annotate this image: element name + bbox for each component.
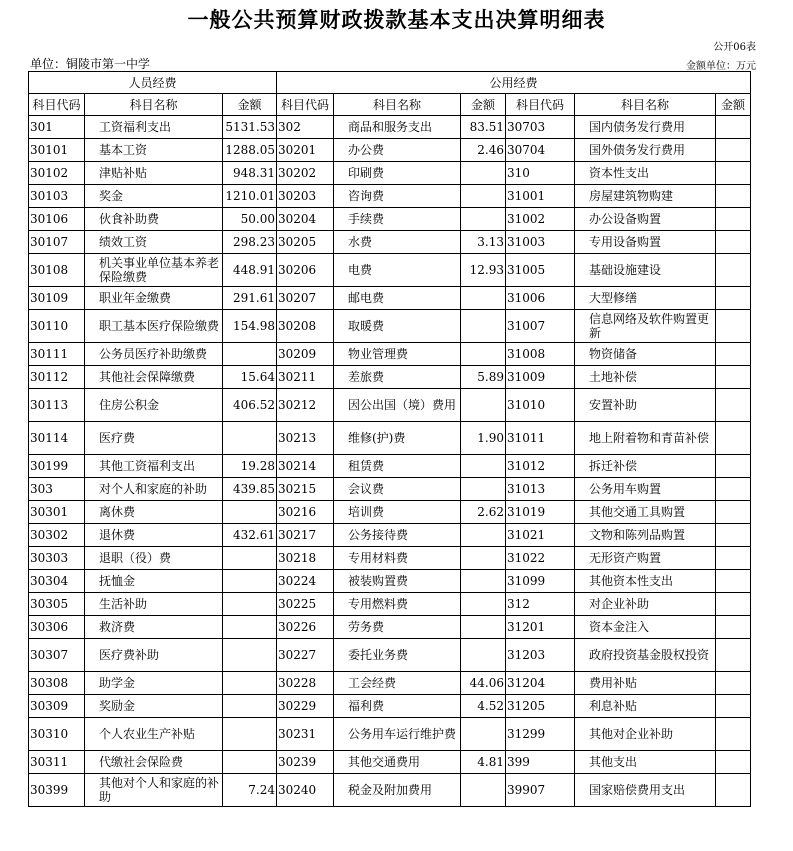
amount-cell (716, 343, 751, 366)
amount-cell (223, 570, 277, 593)
name-cell: 绩效工资 (85, 231, 223, 254)
name-cell: 国外债务发行费用 (575, 139, 716, 162)
code-cell: 30240 (277, 774, 334, 807)
name-cell: 印刷费 (334, 162, 461, 185)
code-cell: 30305 (29, 593, 85, 616)
name-cell: 租赁费 (334, 455, 461, 478)
amount-cell (716, 593, 751, 616)
code-cell: 30399 (29, 774, 85, 807)
code-cell: 30311 (29, 751, 85, 774)
amount-unit: 金额单位：万元 (686, 61, 756, 72)
code-cell: 30306 (29, 616, 85, 639)
amount-cell (223, 718, 277, 751)
name-cell: 职工基本医疗保险缴费 (85, 310, 223, 343)
name-cell: 维修(护)费 (334, 422, 461, 455)
amount-cell: 1210.01 (223, 185, 277, 208)
name-cell: 公务用车运行维护费 (334, 718, 461, 751)
group-personnel: 人员经费 (29, 72, 277, 94)
header-amount: 金额 (461, 94, 506, 116)
amount-cell (716, 639, 751, 672)
name-cell: 公务接待费 (334, 524, 461, 547)
amount-cell (716, 139, 751, 162)
name-cell: 对企业补助 (575, 593, 716, 616)
name-cell: 个人农业生产补贴 (85, 718, 223, 751)
code-cell: 31201 (506, 616, 575, 639)
amount-cell (716, 116, 751, 139)
table-row (29, 455, 751, 478)
name-cell: 生活补助 (85, 593, 223, 616)
table-row (29, 422, 751, 455)
amount-cell: 448.91 (223, 254, 277, 287)
name-cell: 救济费 (85, 616, 223, 639)
code-cell: 301 (29, 116, 85, 139)
name-cell: 奖励金 (85, 695, 223, 718)
name-cell: 其他交通工具购置 (575, 501, 716, 524)
table-row (29, 751, 751, 774)
code-cell: 30208 (277, 310, 334, 343)
name-cell: 税金及附加费用 (334, 774, 461, 807)
amount-cell: 948.31 (223, 162, 277, 185)
header-code: 科目代码 (29, 94, 85, 116)
name-cell: 利息补贴 (575, 695, 716, 718)
name-cell: 地上附着物和青苗补偿 (575, 422, 716, 455)
table-row (29, 524, 751, 547)
header-amount: 金额 (223, 94, 277, 116)
code-cell: 31008 (506, 343, 575, 366)
amount-cell (716, 231, 751, 254)
amount-cell (223, 343, 277, 366)
header-name: 科目名称 (575, 94, 716, 116)
name-cell: 房屋建筑物购建 (575, 185, 716, 208)
table-row (29, 254, 751, 287)
code-cell: 31010 (506, 389, 575, 422)
amount-cell (223, 616, 277, 639)
code-cell: 30225 (277, 593, 334, 616)
amount-cell: 291.61 (223, 287, 277, 310)
code-cell: 30114 (29, 422, 85, 455)
name-cell: 专用设备购置 (575, 231, 716, 254)
name-cell: 劳务费 (334, 616, 461, 639)
code-cell: 302 (277, 116, 334, 139)
table-row (29, 139, 751, 162)
name-cell: 福利费 (334, 695, 461, 718)
amount-cell: 3.13 (461, 231, 506, 254)
table-row (29, 639, 751, 672)
name-cell: 被装购置费 (334, 570, 461, 593)
header-code: 科目代码 (506, 94, 575, 116)
code-cell: 30113 (29, 389, 85, 422)
name-cell: 基础设施建设 (575, 254, 716, 287)
table-row (29, 310, 751, 343)
name-cell: 住房公积金 (85, 389, 223, 422)
name-cell: 公务员医疗补助缴费 (85, 343, 223, 366)
name-cell: 医疗费 (85, 422, 223, 455)
code-cell: 30101 (29, 139, 85, 162)
code-cell: 30204 (277, 208, 334, 231)
amount-cell: 432.61 (223, 524, 277, 547)
name-cell: 因公出国（境）费用 (334, 389, 461, 422)
table-row (29, 695, 751, 718)
amount-cell (223, 501, 277, 524)
table-row (29, 616, 751, 639)
table-row (29, 593, 751, 616)
code-cell: 310 (506, 162, 575, 185)
amount-cell (716, 185, 751, 208)
code-cell: 31013 (506, 478, 575, 501)
amount-cell: 4.52 (461, 695, 506, 718)
header-amount: 金额 (716, 94, 751, 116)
group-header-row (29, 72, 751, 94)
code-cell: 30231 (277, 718, 334, 751)
name-cell: 津贴补贴 (85, 162, 223, 185)
amount-cell (461, 455, 506, 478)
name-cell: 大型修缮 (575, 287, 716, 310)
name-cell: 会议费 (334, 478, 461, 501)
amount-cell: 12.93 (461, 254, 506, 287)
code-cell: 30207 (277, 287, 334, 310)
code-cell: 31299 (506, 718, 575, 751)
amount-cell (223, 593, 277, 616)
amount-cell: 15.64 (223, 366, 277, 389)
name-cell: 其他对企业补助 (575, 718, 716, 751)
name-cell: 医疗费补助 (85, 639, 223, 672)
name-cell: 基本工资 (85, 139, 223, 162)
code-cell: 399 (506, 751, 575, 774)
table-row (29, 343, 751, 366)
code-cell: 30212 (277, 389, 334, 422)
amount-cell (716, 501, 751, 524)
name-cell: 手续费 (334, 208, 461, 231)
amount-cell (716, 366, 751, 389)
amount-cell (716, 616, 751, 639)
code-cell: 30216 (277, 501, 334, 524)
amount-cell (716, 478, 751, 501)
table-row (29, 208, 751, 231)
amount-cell (716, 524, 751, 547)
amount-cell (716, 547, 751, 570)
code-cell: 30229 (277, 695, 334, 718)
code-cell: 30703 (506, 116, 575, 139)
amount-cell: 2.46 (461, 139, 506, 162)
code-cell: 30199 (29, 455, 85, 478)
amount-cell (716, 254, 751, 287)
name-cell: 办公设备购置 (575, 208, 716, 231)
code-cell: 31011 (506, 422, 575, 455)
code-cell: 312 (506, 593, 575, 616)
amount-cell (461, 616, 506, 639)
name-cell: 费用补贴 (575, 672, 716, 695)
header-name: 科目名称 (334, 94, 461, 116)
name-cell: 伙食补助费 (85, 208, 223, 231)
code-cell: 30214 (277, 455, 334, 478)
amount-cell (461, 524, 506, 547)
amount-cell: 406.52 (223, 389, 277, 422)
name-cell: 专用燃料费 (334, 593, 461, 616)
code-cell: 31006 (506, 287, 575, 310)
amount-cell (461, 287, 506, 310)
amount-cell (716, 455, 751, 478)
code-cell: 30106 (29, 208, 85, 231)
amount-cell (461, 208, 506, 231)
code-cell: 30304 (29, 570, 85, 593)
amount-cell: 439.85 (223, 478, 277, 501)
name-cell: 资本金注入 (575, 616, 716, 639)
name-cell: 信息网络及软件购置更新 (575, 310, 716, 343)
name-cell: 其他支出 (575, 751, 716, 774)
group-public: 公用经费 (277, 72, 751, 94)
amount-cell: 44.06 (461, 672, 506, 695)
code-cell: 30112 (29, 366, 85, 389)
header-code: 科目代码 (277, 94, 334, 116)
amount-cell (716, 672, 751, 695)
name-cell: 其他资本性支出 (575, 570, 716, 593)
name-cell: 资本性支出 (575, 162, 716, 185)
amount-cell (461, 639, 506, 672)
amount-cell (716, 695, 751, 718)
code-cell: 30301 (29, 501, 85, 524)
name-cell: 土地补偿 (575, 366, 716, 389)
amount-cell: 50.00 (223, 208, 277, 231)
amount-cell: 154.98 (223, 310, 277, 343)
code-cell: 30227 (277, 639, 334, 672)
code-cell: 30309 (29, 695, 85, 718)
name-cell: 离休费 (85, 501, 223, 524)
code-cell: 30206 (277, 254, 334, 287)
name-cell: 其他工资福利支出 (85, 455, 223, 478)
code-cell: 30107 (29, 231, 85, 254)
code-cell: 30224 (277, 570, 334, 593)
amount-cell (716, 162, 751, 185)
code-cell: 30226 (277, 616, 334, 639)
code-cell: 30228 (277, 672, 334, 695)
amount-cell (223, 639, 277, 672)
name-cell: 委托业务费 (334, 639, 461, 672)
code-cell: 30218 (277, 547, 334, 570)
name-cell: 差旅费 (334, 366, 461, 389)
amount-cell: 19.28 (223, 455, 277, 478)
name-cell: 文物和陈列品购置 (575, 524, 716, 547)
name-cell: 对个人和家庭的补助 (85, 478, 223, 501)
amount-cell (223, 547, 277, 570)
code-cell: 31099 (506, 570, 575, 593)
code-cell: 30215 (277, 478, 334, 501)
name-cell: 工会经费 (334, 672, 461, 695)
code-cell: 30205 (277, 231, 334, 254)
table-row (29, 366, 751, 389)
code-cell: 30110 (29, 310, 85, 343)
name-cell: 办公费 (334, 139, 461, 162)
code-cell: 31205 (506, 695, 575, 718)
amount-cell (716, 751, 751, 774)
amount-cell: 4.81 (461, 751, 506, 774)
table-row (29, 501, 751, 524)
code-cell: 30303 (29, 547, 85, 570)
code-cell: 30203 (277, 185, 334, 208)
code-cell: 30111 (29, 343, 85, 366)
amount-cell (461, 310, 506, 343)
name-cell: 培训费 (334, 501, 461, 524)
name-cell: 国内债务发行费用 (575, 116, 716, 139)
name-cell: 专用材料费 (334, 547, 461, 570)
amount-cell (716, 774, 751, 807)
name-cell: 电费 (334, 254, 461, 287)
amount-cell (223, 695, 277, 718)
amount-cell (716, 422, 751, 455)
amount-cell: 1.90 (461, 422, 506, 455)
name-cell: 取暖费 (334, 310, 461, 343)
name-cell: 安置补助 (575, 389, 716, 422)
amount-cell (223, 672, 277, 695)
name-cell: 职业年金缴费 (85, 287, 223, 310)
code-cell: 30109 (29, 287, 85, 310)
amount-cell (716, 389, 751, 422)
amount-cell (461, 389, 506, 422)
amount-cell (461, 162, 506, 185)
table-row (29, 162, 751, 185)
amount-cell (461, 185, 506, 208)
amount-cell: 298.23 (223, 231, 277, 254)
name-cell: 助学金 (85, 672, 223, 695)
code-cell: 303 (29, 478, 85, 501)
amount-cell (461, 478, 506, 501)
amount-cell (223, 751, 277, 774)
name-cell: 退休费 (85, 524, 223, 547)
amount-cell: 1288.05 (223, 139, 277, 162)
name-cell: 邮电费 (334, 287, 461, 310)
code-cell: 30302 (29, 524, 85, 547)
code-cell: 30209 (277, 343, 334, 366)
amount-cell: 2.62 (461, 501, 506, 524)
table-row (29, 231, 751, 254)
code-cell: 30103 (29, 185, 85, 208)
code-cell: 31007 (506, 310, 575, 343)
amount-cell (223, 422, 277, 455)
amount-cell (716, 287, 751, 310)
name-cell: 其他交通费用 (334, 751, 461, 774)
code-cell: 30211 (277, 366, 334, 389)
name-cell: 物资储备 (575, 343, 716, 366)
amount-cell (716, 310, 751, 343)
table-row (29, 389, 751, 422)
name-cell: 抚恤金 (85, 570, 223, 593)
amount-cell (461, 343, 506, 366)
header-name: 科目名称 (85, 94, 223, 116)
amount-cell (461, 570, 506, 593)
code-cell: 30102 (29, 162, 85, 185)
amount-cell: 5131.53 (223, 116, 277, 139)
name-cell: 拆迁补偿 (575, 455, 716, 478)
name-cell: 国家赔偿费用支出 (575, 774, 716, 807)
amount-cell: 7.24 (223, 774, 277, 807)
name-cell: 商品和服务支出 (334, 116, 461, 139)
code-cell: 31021 (506, 524, 575, 547)
table-row (29, 547, 751, 570)
name-cell: 其他对个人和家庭的补助 (85, 774, 223, 807)
name-cell: 无形资产购置 (575, 547, 716, 570)
code-cell: 30213 (277, 422, 334, 455)
code-cell: 31022 (506, 547, 575, 570)
table-row (29, 185, 751, 208)
code-cell: 30201 (277, 139, 334, 162)
amount-cell (716, 570, 751, 593)
page-title: 一般公共预算财政拨款基本支出决算明细表 (187, 8, 606, 32)
amount-cell (461, 774, 506, 807)
code-cell: 30108 (29, 254, 85, 287)
code-cell: 31009 (506, 366, 575, 389)
amount-cell: 5.89 (461, 366, 506, 389)
table-row (29, 774, 751, 807)
name-cell: 咨询费 (334, 185, 461, 208)
table-row (29, 570, 751, 593)
table-row (29, 718, 751, 751)
amount-cell (716, 208, 751, 231)
amount-cell (716, 718, 751, 751)
amount-cell (461, 718, 506, 751)
code-cell: 31002 (506, 208, 575, 231)
name-cell: 机关事业单位基本养老保险缴费 (85, 254, 223, 287)
amount-cell: 83.51 (461, 116, 506, 139)
name-cell: 公务用车购置 (575, 478, 716, 501)
code-cell: 31012 (506, 455, 575, 478)
table-row (29, 672, 751, 695)
code-cell: 30202 (277, 162, 334, 185)
code-cell: 30217 (277, 524, 334, 547)
table-row (29, 287, 751, 310)
code-cell: 31005 (506, 254, 575, 287)
name-cell: 代缴社会保险费 (85, 751, 223, 774)
code-cell: 31204 (506, 672, 575, 695)
code-cell: 31019 (506, 501, 575, 524)
name-cell: 工资福利支出 (85, 116, 223, 139)
code-cell: 39907 (506, 774, 575, 807)
code-cell: 31203 (506, 639, 575, 672)
name-cell: 水费 (334, 231, 461, 254)
expenditure-table (28, 71, 751, 807)
code-cell: 30307 (29, 639, 85, 672)
table-row (29, 478, 751, 501)
code-cell: 30310 (29, 718, 85, 751)
name-cell: 退职（役）费 (85, 547, 223, 570)
reporting-unit: 单位：铜陵市第一中学 (30, 57, 151, 71)
form-code: 公开06表 (713, 42, 756, 53)
code-cell: 30308 (29, 672, 85, 695)
code-cell: 30704 (506, 139, 575, 162)
name-cell: 政府投资基金股权投资 (575, 639, 716, 672)
name-cell: 物业管理费 (334, 343, 461, 366)
amount-cell (461, 547, 506, 570)
name-cell: 其他社会保障缴费 (85, 366, 223, 389)
table-row (29, 116, 751, 139)
code-cell: 31003 (506, 231, 575, 254)
code-cell: 30239 (277, 751, 334, 774)
column-header-row (29, 94, 751, 116)
code-cell: 31001 (506, 185, 575, 208)
amount-cell (461, 593, 506, 616)
name-cell: 奖金 (85, 185, 223, 208)
